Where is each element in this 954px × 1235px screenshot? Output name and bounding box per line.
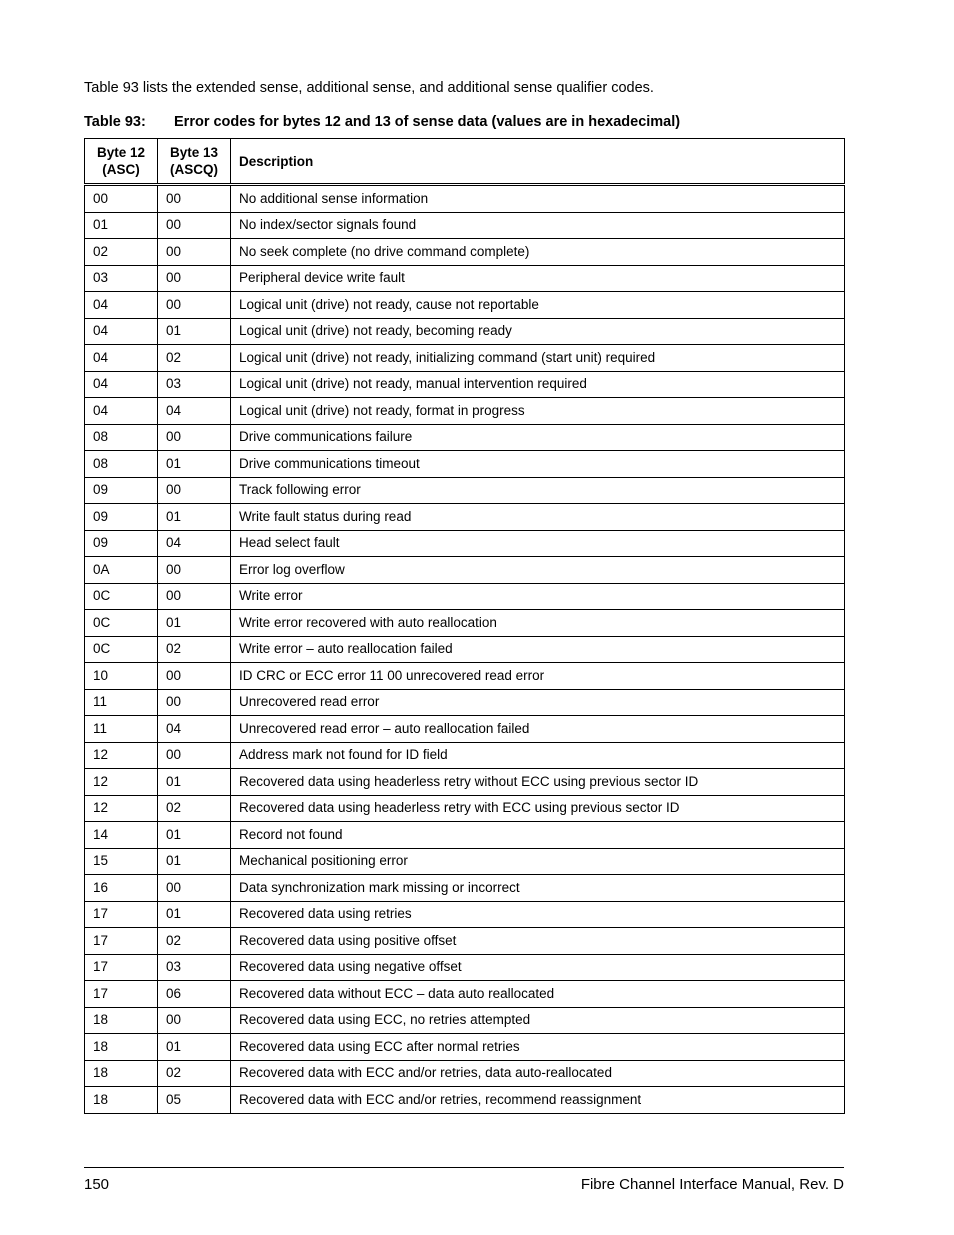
table-caption-title: Error codes for bytes 12 and 13 of sense data (values are in hexadecimal) (174, 114, 681, 130)
table-row (85, 504, 845, 531)
cell-description: Recovered data with ECC and/or retries, recommend reassignment (231, 1087, 845, 1114)
cell-ascq: 04 (158, 398, 231, 425)
cell-asc: 0C (85, 610, 158, 637)
cell-description: Data synchronization mark missing or incorrect (231, 875, 845, 902)
cell-ascq: 01 (158, 610, 231, 637)
cell-description: Track following error (231, 477, 845, 504)
cell-description: Write fault status during read (231, 504, 845, 531)
cell-asc: 00 (85, 185, 158, 213)
table-row (85, 530, 845, 557)
cell-asc: 04 (85, 398, 158, 425)
cell-description: Recovered data using positive offset (231, 928, 845, 955)
cell-ascq: 01 (158, 848, 231, 875)
table-row (85, 424, 845, 451)
cell-asc: 17 (85, 901, 158, 928)
cell-asc: 01 (85, 212, 158, 239)
cell-ascq: 01 (158, 1034, 231, 1061)
cell-asc: 15 (85, 848, 158, 875)
cell-description: Drive communications timeout (231, 451, 845, 478)
cell-ascq: 02 (158, 345, 231, 372)
table-row (85, 1034, 845, 1061)
cell-asc: 04 (85, 318, 158, 345)
header-asc-line2: (ASC) (102, 162, 140, 177)
cell-ascq: 02 (158, 636, 231, 663)
cell-asc: 14 (85, 822, 158, 849)
table-row (85, 557, 845, 584)
cell-description: No index/sector signals found (231, 212, 845, 239)
cell-asc: 04 (85, 292, 158, 319)
cell-ascq: 00 (158, 477, 231, 504)
cell-description: Recovered data without ECC – data auto reallocated (231, 981, 845, 1008)
cell-ascq: 01 (158, 318, 231, 345)
table-row (85, 318, 845, 345)
intro-paragraph: Table 93 lists the extended sense, additional sense, and additional sense qualifier codes. (84, 80, 654, 96)
cell-asc: 18 (85, 1034, 158, 1061)
table-row (85, 583, 845, 610)
cell-description: Logical unit (drive) not ready, cause not reportable (231, 292, 845, 319)
table-row (85, 398, 845, 425)
table-row (85, 769, 845, 796)
cell-description: No additional sense information (231, 185, 845, 213)
table-body (85, 185, 845, 1114)
cell-ascq: 00 (158, 742, 231, 769)
table-row (85, 451, 845, 478)
footer-divider (84, 1167, 844, 1168)
cell-ascq: 03 (158, 371, 231, 398)
cell-description: Write error recovered with auto reallocation (231, 610, 845, 637)
cell-description: Recovered data with ECC and/or retries, data auto-reallocated (231, 1060, 845, 1087)
table-row (85, 1060, 845, 1087)
cell-asc: 04 (85, 345, 158, 372)
table-row (85, 610, 845, 637)
cell-asc: 08 (85, 424, 158, 451)
table-row (85, 795, 845, 822)
cell-description: Logical unit (drive) not ready, becoming ready (231, 318, 845, 345)
table-caption (84, 114, 680, 130)
cell-ascq: 00 (158, 557, 231, 584)
table-row (85, 981, 845, 1008)
cell-asc: 12 (85, 795, 158, 822)
cell-ascq: 02 (158, 928, 231, 955)
table-row (85, 848, 845, 875)
cell-asc: 08 (85, 451, 158, 478)
cell-ascq: 01 (158, 504, 231, 531)
table-row (85, 954, 845, 981)
cell-asc: 17 (85, 954, 158, 981)
cell-ascq: 06 (158, 981, 231, 1008)
cell-asc: 09 (85, 530, 158, 557)
cell-description: Write error – auto reallocation failed (231, 636, 845, 663)
cell-ascq: 01 (158, 901, 231, 928)
cell-description: Logical unit (drive) not ready, initializing command (start unit) required (231, 345, 845, 372)
cell-ascq: 00 (158, 424, 231, 451)
cell-description: Error log overflow (231, 557, 845, 584)
cell-asc: 09 (85, 504, 158, 531)
cell-ascq: 00 (158, 663, 231, 690)
table-row (85, 875, 845, 902)
cell-asc: 11 (85, 716, 158, 743)
cell-description: Write error (231, 583, 845, 610)
cell-asc: 02 (85, 239, 158, 266)
table-row (85, 239, 845, 266)
header-description: Description (231, 139, 845, 185)
table-row (85, 1007, 845, 1034)
table-row (85, 371, 845, 398)
cell-ascq: 03 (158, 954, 231, 981)
cell-description: Unrecovered read error (231, 689, 845, 716)
footer-document-title: Fibre Channel Interface Manual, Rev. D (580, 1176, 844, 1193)
page-number: 150 (84, 1176, 110, 1193)
table-row (85, 185, 845, 213)
cell-asc: 03 (85, 265, 158, 292)
header-asc-line1: Byte 12 (96, 145, 146, 160)
cell-description: Recovered data using retries (231, 901, 845, 928)
table-row (85, 901, 845, 928)
cell-asc: 16 (85, 875, 158, 902)
table-row (85, 212, 845, 239)
table-row (85, 265, 845, 292)
cell-asc: 17 (85, 928, 158, 955)
cell-asc: 18 (85, 1007, 158, 1034)
cell-asc: 0A (85, 557, 158, 584)
cell-ascq: 04 (158, 530, 231, 557)
header-ascq-line2: (ASCQ) (170, 162, 218, 177)
table-caption-number: Table 93: (84, 114, 146, 130)
cell-ascq: 00 (158, 875, 231, 902)
table-row (85, 928, 845, 955)
cell-asc: 18 (85, 1060, 158, 1087)
cell-asc: 10 (85, 663, 158, 690)
cell-asc: 12 (85, 769, 158, 796)
cell-ascq: 00 (158, 265, 231, 292)
cell-ascq: 02 (158, 795, 231, 822)
cell-ascq: 02 (158, 1060, 231, 1087)
cell-description: Mechanical positioning error (231, 848, 845, 875)
cell-description: ID CRC or ECC error 11 00 unrecovered read error (231, 663, 845, 690)
cell-ascq: 00 (158, 1007, 231, 1034)
table-row (85, 292, 845, 319)
cell-asc: 0C (85, 636, 158, 663)
table-row (85, 636, 845, 663)
table-row (85, 822, 845, 849)
error-codes-table (84, 138, 845, 1114)
cell-description: Unrecovered read error – auto reallocation failed (231, 716, 845, 743)
cell-ascq: 00 (158, 239, 231, 266)
table-row (85, 716, 845, 743)
table-row (85, 689, 845, 716)
cell-ascq: 05 (158, 1087, 231, 1114)
header-asc (85, 139, 158, 185)
cell-ascq: 01 (158, 451, 231, 478)
cell-description: No seek complete (no drive command complete) (231, 239, 845, 266)
cell-asc: 04 (85, 371, 158, 398)
cell-description: Record not found (231, 822, 845, 849)
cell-description: Logical unit (drive) not ready, format in progress (231, 398, 845, 425)
cell-asc: 0C (85, 583, 158, 610)
table-row (85, 663, 845, 690)
cell-description: Drive communications failure (231, 424, 845, 451)
cell-description: Peripheral device write fault (231, 265, 845, 292)
cell-ascq: 01 (158, 822, 231, 849)
header-ascq-line1: Byte 13 (169, 145, 219, 160)
cell-description: Recovered data using headerless retry with ECC using previous sector ID (231, 795, 845, 822)
cell-description: Recovered data using headerless retry without ECC using previous sector ID (231, 769, 845, 796)
cell-ascq: 00 (158, 185, 231, 213)
table-row (85, 345, 845, 372)
cell-asc: 18 (85, 1087, 158, 1114)
cell-ascq: 00 (158, 689, 231, 716)
cell-asc: 11 (85, 689, 158, 716)
cell-asc: 17 (85, 981, 158, 1008)
cell-asc: 09 (85, 477, 158, 504)
cell-description: Recovered data using negative offset (231, 954, 845, 981)
cell-description: Address mark not found for ID field (231, 742, 845, 769)
cell-description: Recovered data using ECC, no retries attempted (231, 1007, 845, 1034)
cell-ascq: 04 (158, 716, 231, 743)
cell-ascq: 00 (158, 212, 231, 239)
cell-ascq: 01 (158, 769, 231, 796)
cell-ascq: 00 (158, 583, 231, 610)
cell-description: Head select fault (231, 530, 845, 557)
cell-description: Recovered data using ECC after normal retries (231, 1034, 845, 1061)
table-row (85, 477, 845, 504)
cell-asc: 12 (85, 742, 158, 769)
cell-description: Logical unit (drive) not ready, manual intervention required (231, 371, 845, 398)
header-ascq (158, 139, 231, 185)
table-row (85, 1087, 845, 1114)
table-header-row (85, 139, 845, 185)
cell-ascq: 00 (158, 292, 231, 319)
table-row (85, 742, 845, 769)
